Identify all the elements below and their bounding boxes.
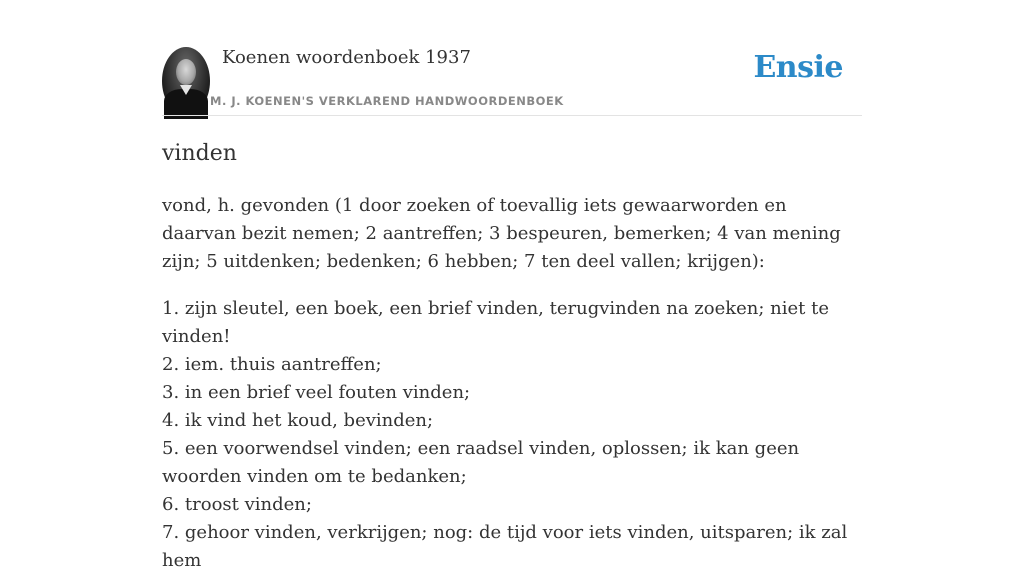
site-subtitle: M. J. KOENEN'S VERKLAREND HANDWOORDENBOEK [210,94,564,108]
example-item: 2. iem. thuis aantreffen; [162,354,382,375]
example-item: 4. ik vind het koud, bevinden; [162,410,434,431]
ensie-logo[interactable]: Ensie [753,50,843,85]
site-title[interactable]: Koenen woordenboek 1937 [222,47,471,68]
entry-examples [162,295,862,575]
example-item: 7. gehoor vinden, verkrijgen; nog: de tijd voor iets vinden, uitsparen; ik zal hem [162,522,848,571]
example-item: 5. een voorwendsel vinden; een raadsel vinden, oplossen; ik kan geen woorden vinden om te bedanken; [162,438,800,487]
author-portrait [162,47,210,115]
site-header [162,46,862,116]
example-item: 6. troost vinden; [162,494,312,515]
entry-definition: vond, h. gevonden (1 door zoeken of toevallig iets gewaarworden en daarvan bezit nemen; 2 aantreffen; 3 bespeuren, bemerken; 4 van mening zijn; 5 uitdenken; bedenken; 6 hebben; 7 ten deel vallen; krijgen): [162,195,841,272]
example-item: 1. zijn sleutel, een boek, een brief vinden, terugvinden na zoeken; niet te vinden! [162,298,830,347]
header-divider [162,115,862,116]
example-item: 3. in een brief veel fouten vinden; [162,382,471,403]
entry-headword: vinden [162,141,237,166]
